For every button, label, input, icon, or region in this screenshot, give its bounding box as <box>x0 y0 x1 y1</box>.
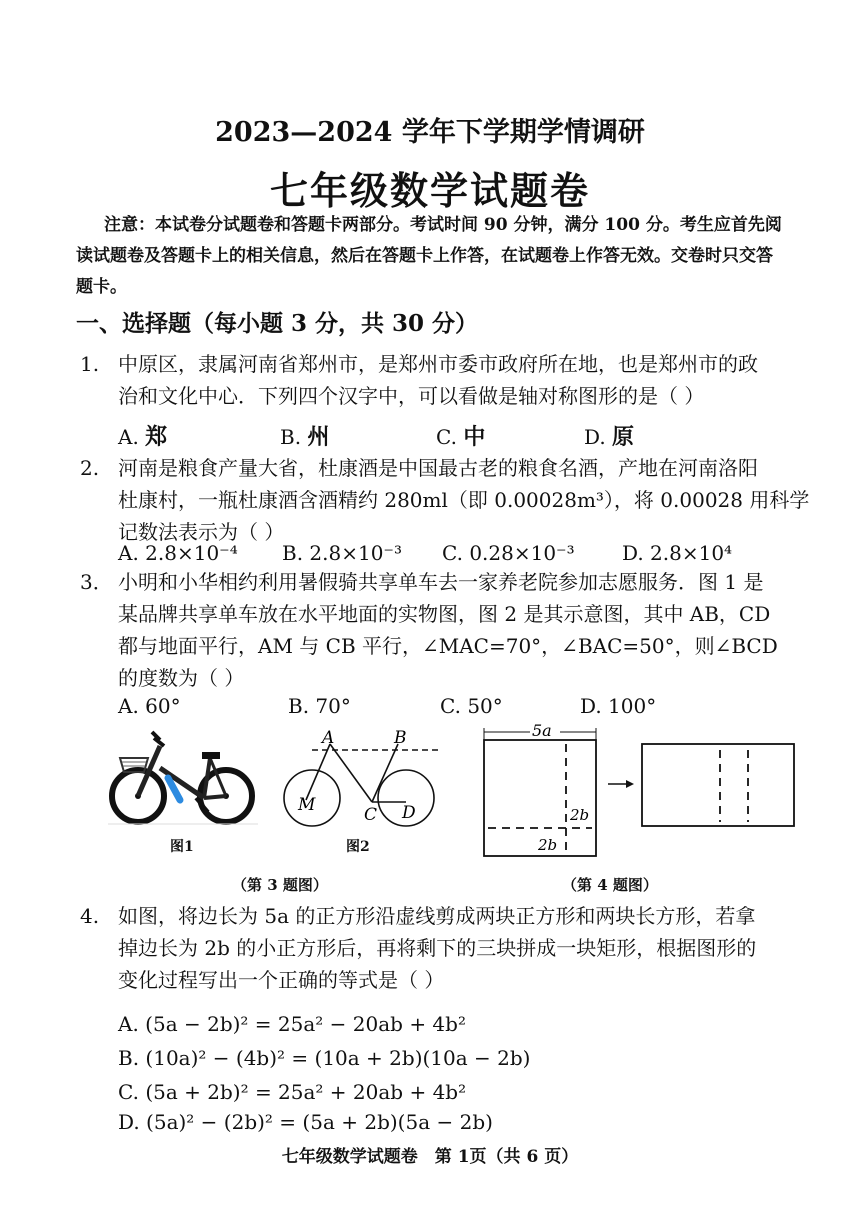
fig4-top-label: 5a <box>532 724 552 740</box>
q3-option-d: D. 100° <box>580 694 657 718</box>
q3-text-line3: 都与地面平行，AM 与 CB 平行，∠MAC=70°，∠BAC=50°，则∠BCD <box>118 634 778 658</box>
fig4-caption: （第 4 题图） <box>562 876 658 894</box>
q2-option-d: D. 2.8×10⁴ <box>622 541 733 565</box>
q4-text-line3: 变化过程写出一个正确的等式是（ ） <box>118 968 445 992</box>
bicycle-photo-figure <box>108 728 258 832</box>
bicycle-diagram-figure <box>278 724 448 834</box>
q4-option-b: B. (10a)² − (4b)² = (10a + 2b)(10a − 2b) <box>118 1046 531 1070</box>
point-m-label: M <box>298 795 316 815</box>
point-c-label: C <box>364 805 378 825</box>
q4-option-a: A. (5a − 2b)² = 25a² − 20ab + 4b² <box>118 1012 466 1036</box>
q3-text-line2: 某品牌共享单车放在水平地面的实物图，图 2 是其示意图，其中 AB，CD <box>118 602 771 626</box>
q4-text-line1: 如图，将边长为 5a 的正方形沿虚线剪成两块正方形和两块长方形，若拿 <box>118 904 756 928</box>
exam-subtitle: 2023—2024 学年下学期学情调研 <box>215 117 645 148</box>
q2-text-line2: 杜康村，一瓶杜康酒含酒精约 280ml（即 0.00028m³），将 0.00028 用科学 <box>118 488 810 512</box>
q2-option-c: C. 0.28×10⁻³ <box>442 541 575 565</box>
q3-option-b: B. 70° <box>288 694 351 718</box>
notice-paragraph <box>76 210 786 303</box>
page-footer: 七年级数学试题卷 第 1页（共 6 页） <box>281 1147 579 1167</box>
square-cut-figure <box>480 724 800 862</box>
q3-text-line1: 小明和小华相约利用暑假骑共享单车去一家养老院参加志愿服务．图 1 是 <box>118 570 764 594</box>
q2-number: 2. <box>80 456 100 480</box>
exam-title: 七年级数学试题卷 <box>269 168 590 213</box>
point-b-label: B <box>394 728 407 748</box>
fig2-label: 图2 <box>346 839 370 855</box>
q1-option-c: C. 中 <box>436 425 486 450</box>
q3-text-line4: 的度数为（ ） <box>118 666 245 690</box>
q1-option-b: B. 州 <box>280 425 330 450</box>
q1-text-line1: 中原区，隶属河南省郑州市，是郑州市委市政府所在地，也是郑州市的政 <box>118 352 758 376</box>
q2-option-a: A. 2.8×10⁻⁴ <box>118 541 238 565</box>
q2-option-b: B. 2.8×10⁻³ <box>282 541 403 565</box>
point-a-label: A <box>322 728 335 748</box>
q4-number: 4. <box>80 904 100 928</box>
q1-option-a: A. 郑 <box>118 425 168 450</box>
q1-number: 1. <box>80 352 100 376</box>
point-d-label: D <box>402 803 416 823</box>
q1-option-d: D. 原 <box>584 425 635 450</box>
fig1-label: 图1 <box>170 839 194 855</box>
q2-text-line1: 河南是粮食产量大省，杜康酒是中国最古老的粮食名酒，产地在河南洛阳 <box>118 456 758 480</box>
fig4-right-label: 2b <box>570 806 590 824</box>
q3-number: 3． <box>80 570 113 594</box>
q4-text-line2: 掉边长为 2b 的小正方形后，再将剩下的三块拼成一块矩形，根据图形的 <box>118 936 757 960</box>
q2-text-line3: 记数法表示为（ ） <box>118 520 285 544</box>
notice-label: 注意： <box>104 215 155 235</box>
notice-text: 本试卷分试题卷和答题卡两部分。考试时间 90 分钟，满分 100 分。考生应首先阅读试题卷及答题卡上的相关信息，然后在答题卡上作答，在试题卷上作答无效。交卷时只交答题卡。 <box>76 215 782 297</box>
q4-option-d: D. (5a)² − (2b)² = (5a + 2b)(5a − 2b) <box>118 1110 493 1134</box>
q3-option-a: A. 60° <box>118 694 181 718</box>
section-title: 一、选择题（每小题 3 分，共 30 分） <box>76 310 479 337</box>
q3-option-c: C. 50° <box>440 694 503 718</box>
q4-option-c: C. (5a + 2b)² = 25a² + 20ab + 4b² <box>118 1080 467 1104</box>
q1-text-line2: 治和文化中心．下列四个汉字中，可以看做是轴对称图形的是（ ） <box>118 384 705 408</box>
fig4-bottom-label: 2b <box>538 836 558 854</box>
fig3-caption: （第 3 题图） <box>232 876 328 894</box>
